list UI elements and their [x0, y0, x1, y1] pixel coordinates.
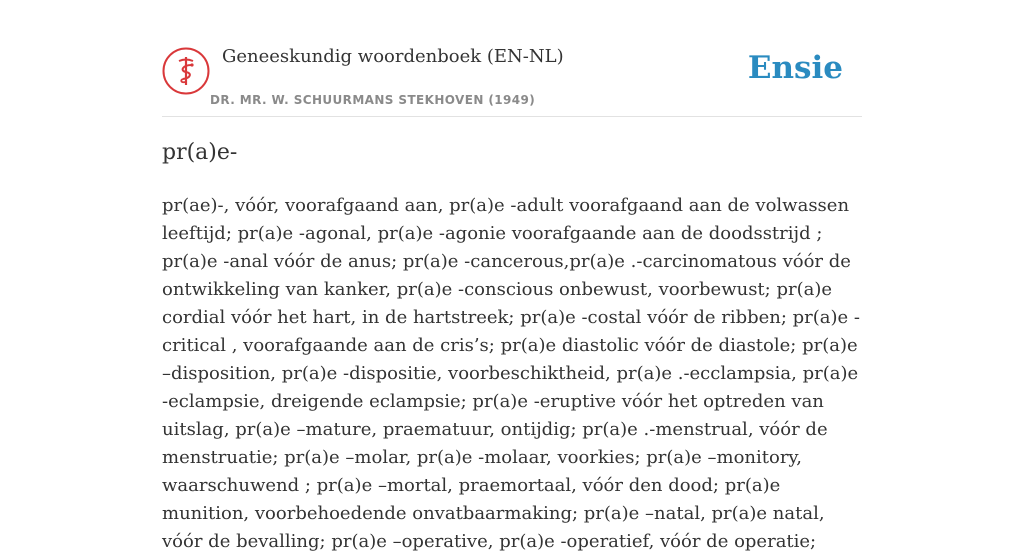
- dictionary-author: DR. MR. W. SCHUURMANS STEKHOVEN (1949): [210, 93, 536, 107]
- entry-definition: pr(ae)-, vóór, voorafgaand aan, pr(a)e -adult voorafgaand aan de volwassen leeftijd; pr(a)e -agonal, pr(a)e -agonie voorafgaande aan de doodsstrijd ; pr(a)e -anal vóór de anus; pr(a)e -cancerous,pr(a)e .-carcinomatous vóór de ontwikkeling van kanker, pr(a)e -conscious onbewust, voorbewust; pr(a)e cordial vóór het hart, in de hartstreek; pr(a)e -costal vóór de ribben; pr(a)e -critical , voorafgaande aan de cris’s; pr(a)e diastolic vóór de diastole; pr(a)e –disposition, pr(a)e -dispositie, voorbeschiktheid, pr(a)e .-ecclampsia, pr(a)e -eclampsie, dreigende eclampsie; pr(a)e -eruptive vóór het optreden van uitslag, pr(a)e –mature, praematuur, ontijdig; pr(a)e .-menstrual, vóór de menstruatie; pr(a)e –molar, pr(a)e -molaar, voorkies; pr(a)e –monitory, waarschuwend ; pr(a)e –mortal, praemortaal, vóór den dood; pr(a)e munition, voorbehoedende onvatbaarmaking; pr(a)e –natal, pr(a)e natal, vóór de bevalling; pr(a)e –operative, pr(a)e -operatief, vóór de operatie;: [162, 195, 861, 552]
- brand-logo[interactable]: Ensie: [747, 50, 843, 86]
- entry-headword: pr(a)e-: [162, 140, 238, 165]
- caduceus-icon[interactable]: [162, 47, 210, 95]
- dictionary-title[interactable]: Geneeskundig woordenboek (EN-NL): [222, 46, 564, 67]
- dictionary-header: [162, 40, 862, 117]
